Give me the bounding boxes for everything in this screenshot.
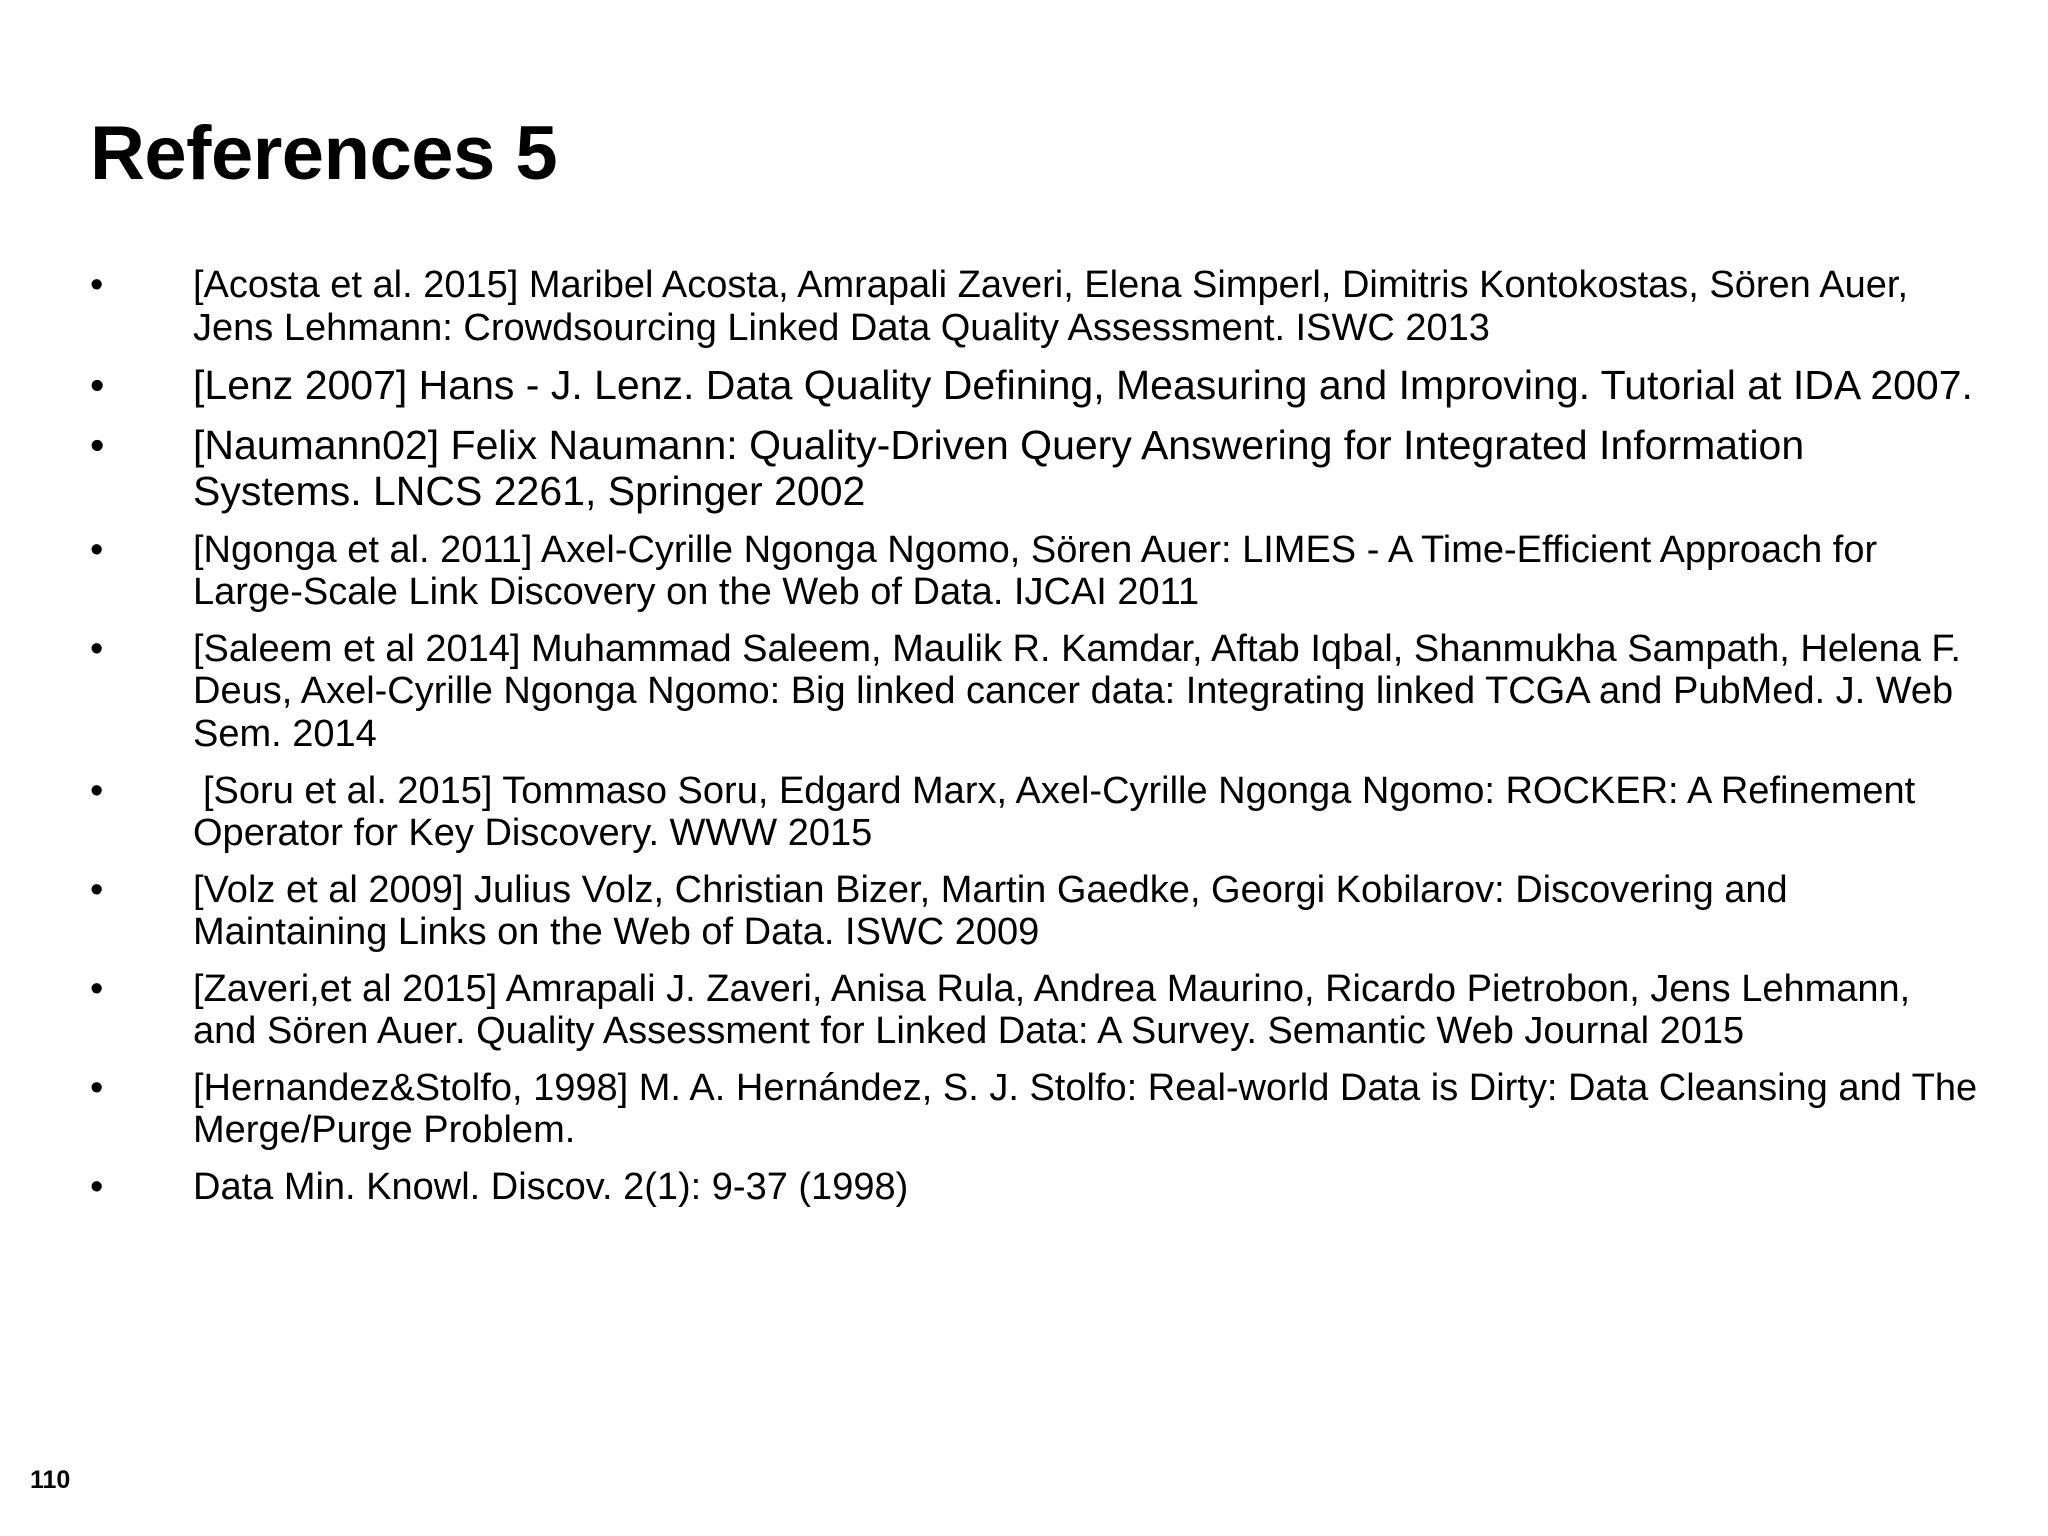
reference-text: Data Min. Knowl. Discov. 2(1): 9-37 (1998) <box>193 1165 909 1208</box>
reference-item <box>0 968 2048 1053</box>
reference-item <box>0 423 2048 515</box>
reference-item <box>0 770 2048 855</box>
reference-item <box>0 869 2048 954</box>
reference-item <box>0 1067 2048 1152</box>
bullet: • <box>90 1066 104 1109</box>
bullet: • <box>90 528 104 571</box>
bullet: • <box>90 264 104 306</box>
reference-item <box>0 264 2048 349</box>
bullet: • <box>90 362 105 409</box>
reference-text: [Saleem et al 2014] Muhammad Saleem, Maulik R. Kamdar, Aftab Iqbal, Shanmukha Sampath, Helena F. Deus, Axel-Cyrille Ngonga Ngomo: Big linked cancer data: Integrating linked TCGA and PubMed. J. Web Sem. 2014 <box>193 627 1961 755</box>
bullet: • <box>90 868 104 911</box>
bullet: • <box>90 422 105 468</box>
page-number: 110 <box>30 1466 71 1494</box>
bullet: • <box>90 627 104 670</box>
reference-item <box>0 1166 2048 1209</box>
bullet: • <box>90 769 104 812</box>
bullet: • <box>90 1165 104 1208</box>
reference-text: [Lenz 2007] Hans - J. Lenz. Data Quality Defining, Measuring and Improving. Tutorial at IDA 2007. <box>193 362 1973 409</box>
slide-title: References 5 <box>90 111 558 196</box>
reference-list <box>0 264 2048 1222</box>
reference-text: [Volz et al 2009] Julius Volz, Christian Bizer, Martin Gaedke, Georgi Kobilarov: Discovering and Maintaining Links on the Web of Data. ISWC 2009 <box>193 868 1788 954</box>
reference-text: [Soru et al. 2015] Tommaso Soru, Edgard Marx, Axel-Cyrille Ngonga Ngomo: ROCKER: A Refinement Operator for Key Discovery. WWW 2015 <box>193 769 1916 855</box>
reference-text: [Hernandez&Stolfo, 1998] M. A. Hernández, S. J. Stolfo: Real-world Data is Dirty: Data Cleansing and The Merge/Purge Problem. <box>193 1066 1978 1152</box>
reference-item <box>0 363 2048 409</box>
reference-item <box>0 628 2048 756</box>
reference-text: [Acosta et al. 2015] Maribel Acosta, Amrapali Zaveri, Elena Simperl, Dimitris Kontokostas, Sören Auer, Jens Lehmann: Crowdsourcing Linked Data Quality Assessment. ISWC 2013 <box>193 264 1909 349</box>
reference-text: [Zaveri,et al 2015] Amrapali J. Zaveri, Anisa Rula, Andrea Maurino, Ricardo Pietrobon, Jens Lehmann, and Sören Auer. Quality Assessment for Linked Data: A Survey. Semantic Web Journal 2015 <box>193 967 1911 1053</box>
reference-text: [Naumann02] Felix Naumann: Quality-Driven Query Answering for Integrated Information Systems. LNCS 2261, Springer 2002 <box>193 422 1805 514</box>
reference-text: [Ngonga et al. 2011] Axel-Cyrille Ngonga Ngomo, Sören Auer: LIMES - A Time-Efficient Approach for Large-Scale Link Discovery on the Web of Data. IJCAI 2011 <box>193 528 1878 614</box>
reference-item <box>0 529 2048 614</box>
bullet: • <box>90 967 104 1010</box>
